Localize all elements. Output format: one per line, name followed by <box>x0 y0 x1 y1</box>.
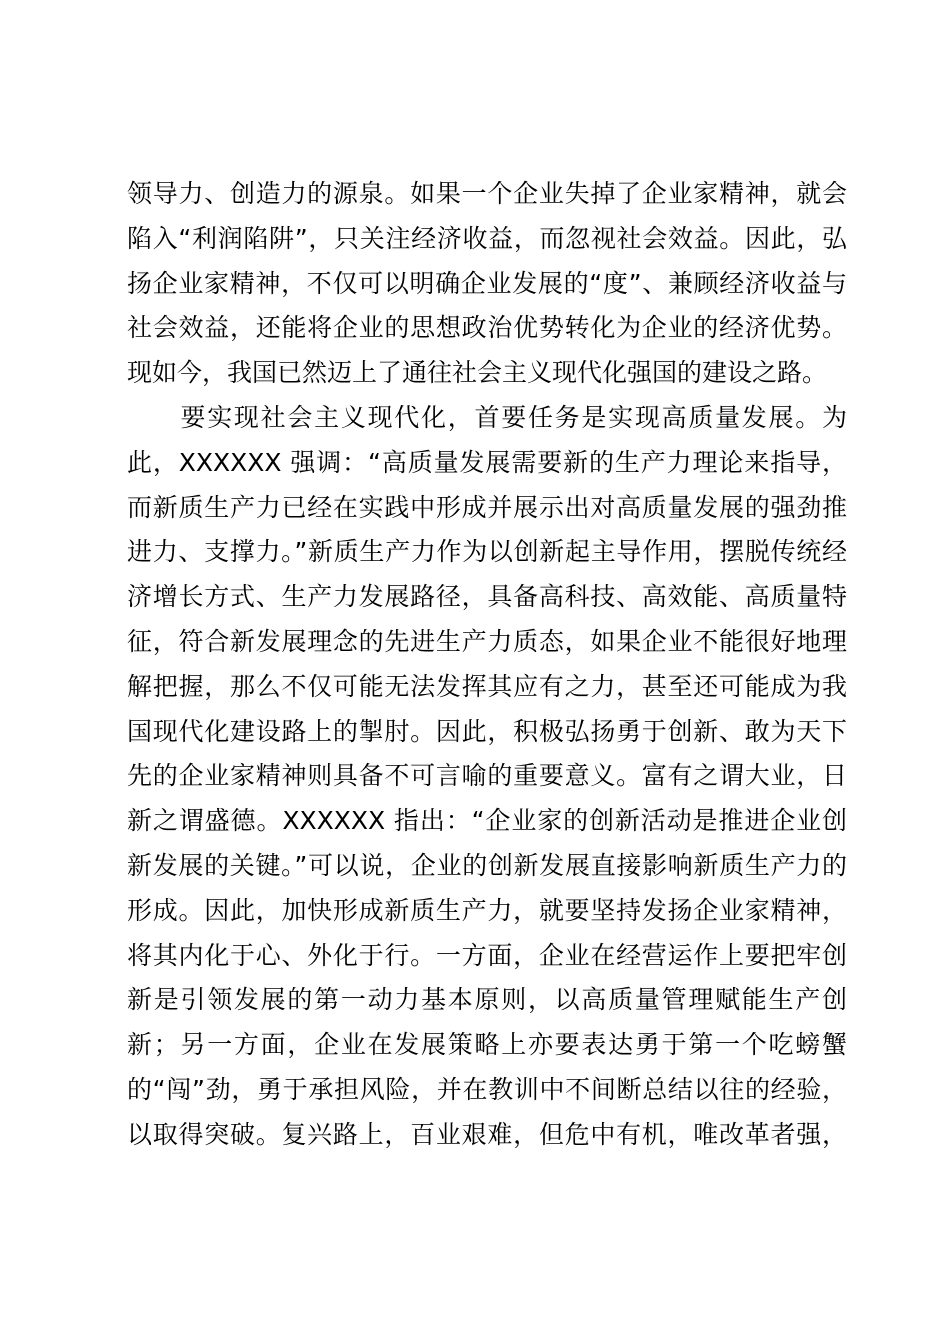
text-line-13: 国现代化建设路上的掣肘。因此，积极弘扬勇于创新、敢为天下 <box>127 716 847 746</box>
body-text <box>127 172 847 1158</box>
text-line-4: 社会效益，还能将企业的思想政治优势转化为企业的经济优势。 <box>127 313 847 343</box>
text-line-18: 将其内化于心、外化于行。一方面，企业在经营运作上要把牢创 <box>127 940 847 970</box>
text-line-22: 以取得突破。复兴路上，百业艰难，但危中有机，唯改革者强， <box>127 1119 847 1149</box>
text-line-8: 而新质生产力已经在实践中形成并展示出对高质量发展的强劲推 <box>127 492 847 522</box>
text-line-2: 陷入“利润陷阱”，只关注经济收益，而忽视社会效益。因此，弘 <box>127 223 847 253</box>
text-line-17: 形成。因此，加快形成新质生产力，就要坚持发扬企业家精神， <box>127 895 847 925</box>
text-line-15: 新之谓盛德。XXXXXX 指出：“企业家的创新活动是推进企业创 <box>127 806 847 836</box>
text-line-11: 征，符合新发展理念的先进生产力质态，如果企业不能很好地理 <box>127 626 847 656</box>
text-line-14: 先的企业家精神则具备不可言喻的重要意义。富有之谓大业，日 <box>127 761 847 791</box>
text-line-16: 新发展的关键。”可以说，企业的创新发展直接影响新质生产力的 <box>127 850 847 880</box>
text-line-21: 的“闯”劲，勇于承担风险，并在教训中不间断总结以往的经验， <box>127 1074 847 1104</box>
text-line-19: 新是引领发展的第一动力基本原则，以高质量管理赋能生产创 <box>127 985 847 1015</box>
text-line-20: 新；另一方面，企业在发展策略上亦要表达勇于第一个吃螃蟹 <box>127 1030 847 1060</box>
text-line-3: 扬企业家精神，不仅可以明确企业发展的“度”、兼顾经济收益与 <box>127 268 847 298</box>
text-line-9: 进力、支撑力。”新质生产力作为以创新起主导作用，摆脱传统经 <box>127 537 847 567</box>
text-line-5: 现如今，我国已然迈上了通往社会主义现代化强国的建设之路。 <box>127 358 828 388</box>
text-line-1: 领导力、创造力的源泉。如果一个企业失掉了企业家精神，就会 <box>127 179 847 208</box>
text-line-6: 要实现社会主义现代化，首要任务是实现高质量发展。为 <box>127 402 847 432</box>
text-line-7: 此，XXXXXX 强调：“高质量发展需要新的生产力理论来指导， <box>127 447 847 477</box>
text-line-12: 解把握，那么不仅可能无法发挥其应有之力，甚至还可能成为我 <box>127 671 847 701</box>
text-line-10: 济增长方式、生产力发展路径，具备高科技、高效能、高质量特 <box>127 582 847 612</box>
